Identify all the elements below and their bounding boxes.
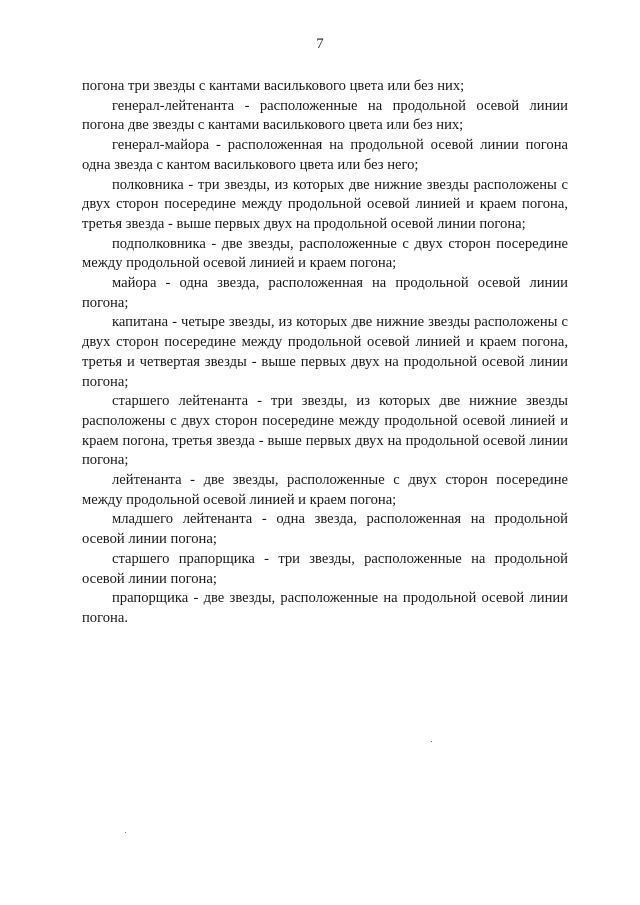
paragraph-junior-lieutenant: младшего лейтенанта - одна звезда, расположенная на продольной осевой линии погона;	[82, 511, 568, 548]
paragraph-colonel-general-continuation: погона три звезды с кантами василькового цвета или без них;	[82, 78, 465, 94]
paragraph-senior-warrant-officer: старшего прапорщика - три звезды, расположенные на продольной осевой линии погона;	[82, 550, 568, 587]
page-number: 7	[316, 36, 324, 52]
scan-speck	[431, 741, 432, 742]
paragraph-major: майора - одна звезда, расположенная на продольной осевой линии погона;	[82, 275, 568, 311]
paragraph-major-general: генерал-майора - расположенная на продольной осевой линии погона одна звезда с кантом василькового цвета или без него;	[82, 137, 568, 173]
paragraph-senior-lieutenant: старшего лейтенанта - три звезды, из которых две нижние звезды расположены с двух сторон посередине между продольной осевой линией и краем погона, третья звезда - выше первых двух на продольной осевой линии погона;	[82, 393, 568, 469]
paragraph-captain: капитана - четыре звезды, из которых две нижние звезды расположены с двух сторон посередине между продольной осевой линией и краем погона, третья и четвертая звезды - выше первых двух на продольной осевой линии погона;	[82, 314, 568, 390]
paragraph-colonel: полковника - три звезды, из которых две нижние звезды расположены с двух сторон посередине между продольной осевой линией и краем погона, третья звезда - выше первых двух на продольной осевой линии погона;	[82, 176, 568, 232]
scan-speck	[125, 832, 126, 833]
paragraph-lieutenant-general: генерал-лейтенанта - расположенные на продольной осевой линии погона две звезды с кантами василькового цвета или без них;	[82, 97, 568, 134]
paragraph-lieutenant-colonel: подполковника - две звезды, расположенные с двух сторон посередине между продольной осевой линией и краем погона;	[82, 235, 568, 272]
paragraph-warrant-officer: прапорщика - две звезды, расположенные на продольной осевой линии погона.	[82, 590, 568, 626]
document-body	[82, 77, 568, 629]
paragraph-lieutenant: лейтенанта - две звезды, расположенные с двух сторон посередине между продольной осевой линией и краем погона;	[82, 472, 568, 508]
